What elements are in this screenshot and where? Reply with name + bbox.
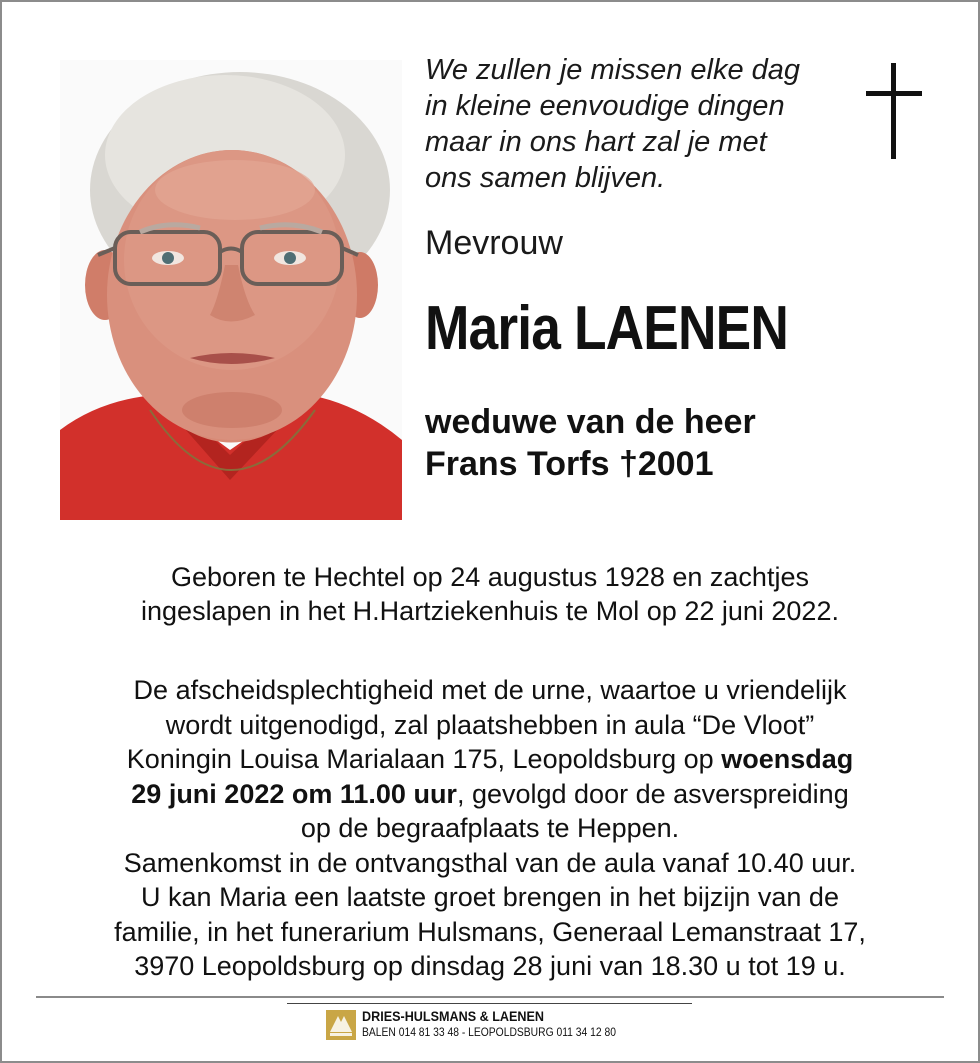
- birth-line: ingeslapen in het H.Hartziekenhuis te Mol op 22 juni 2022.: [141, 596, 839, 626]
- funeral-home-name: DRIES-HULSMANS & LAENEN: [362, 1008, 545, 1024]
- portrait-photo: [60, 60, 402, 520]
- poem-line: maar in ons hart zal je met: [425, 126, 767, 158]
- spouse-line: weduwe van de heer: [425, 403, 756, 441]
- ceremony-line: [0, 742, 980, 777]
- funeral-home-logo-icon: [326, 1010, 356, 1040]
- divider: [287, 1003, 692, 1004]
- poem-line: in kleine eenvoudige dingen: [425, 90, 785, 122]
- ceremony-text: Koningin Louisa Marialaan 175, Leopoldsburg op: [126, 744, 722, 774]
- birth-line: Geboren te Hechtel op 24 augustus 1928 en zachtjes: [171, 562, 809, 592]
- ceremony-date-bold: woensdag: [721, 744, 854, 774]
- ceremony-line: De afscheidsplechtigheid met de urne, waartoe u vriendelijk: [133, 675, 847, 705]
- birth-death-info: [0, 560, 980, 628]
- ceremony-line: 3970 Leopoldsburg op dinsdag 28 juni van 18.30 u tot 19 u.: [134, 951, 846, 981]
- ceremony-line: familie, in het funerarium Hulsmans, Generaal Lemanstraat 17,: [114, 916, 866, 947]
- poem-line: ons samen blijven.: [425, 162, 666, 194]
- deceased-name: Maria LAENEN: [425, 294, 789, 363]
- cross-icon: [866, 63, 922, 159]
- poem-line: We zullen je missen elke dag: [425, 54, 801, 86]
- funeral-home-phones: BALEN 014 81 33 48 - LEOPOLDSBURG 011 34 12 80: [362, 1025, 616, 1039]
- ceremony-info: [0, 673, 980, 984]
- ceremony-line: Samenkomst in de ontvangsthal van de aula vanaf 10.40 uur.: [123, 847, 857, 878]
- spouse-line: Frans Torfs †2001: [425, 445, 714, 483]
- divider: [36, 996, 944, 998]
- ceremony-line: wordt uitgenodigd, zal plaatshebben in aula “De Vloot”: [165, 709, 815, 740]
- ceremony-text: , gevolgd door de asverspreiding: [456, 778, 849, 809]
- salutation: Mevrouw: [425, 224, 563, 262]
- ceremony-line: [0, 777, 980, 812]
- ceremony-line: op de begraafplaats te Heppen.: [300, 813, 680, 843]
- memorial-poem: [425, 52, 845, 196]
- spouse-info: [425, 401, 756, 485]
- ceremony-line: U kan Maria een laatste groet brengen in het bijzijn van de: [141, 882, 839, 912]
- ceremony-date-bold: 29 juni 2022 om 11.00 uur: [131, 778, 457, 809]
